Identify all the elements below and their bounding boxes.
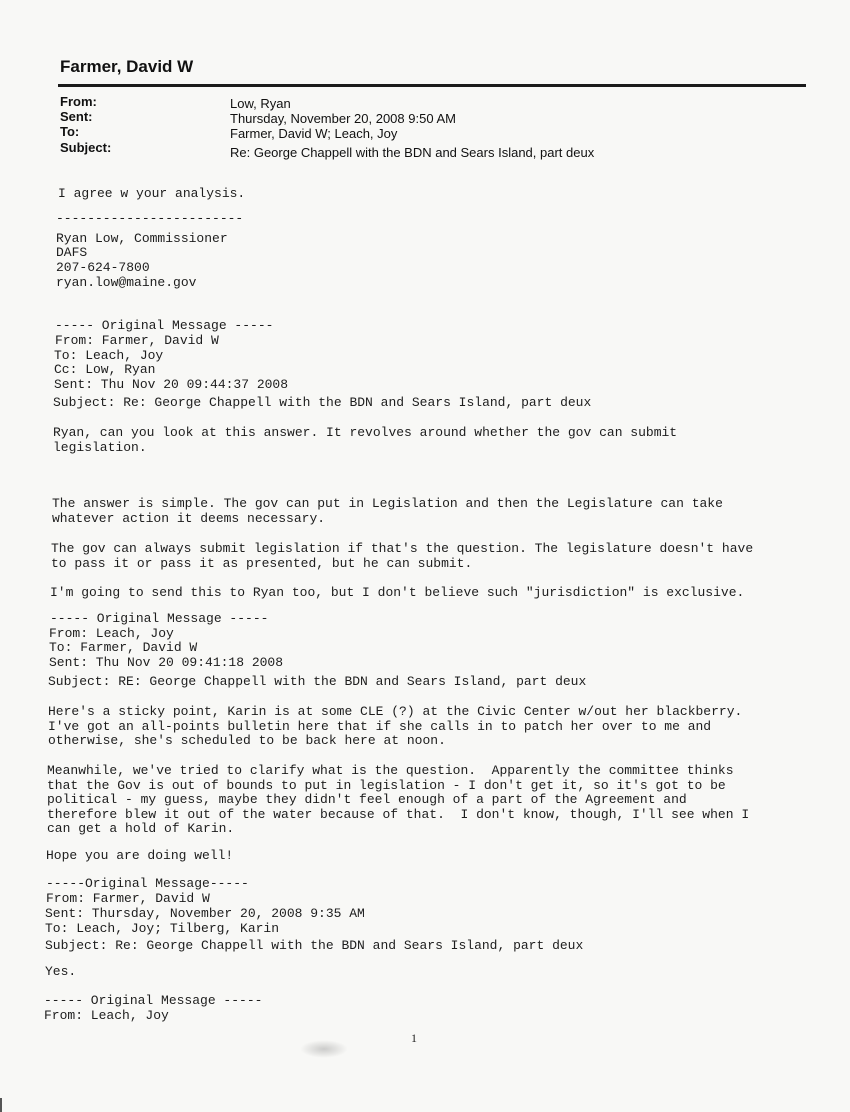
msg2-body-3: Hope you are doing well! xyxy=(46,848,234,863)
signature-divider: ------------------------ xyxy=(56,211,244,226)
msg1-sent: Sent: Thu Nov 20 09:44:37 2008 xyxy=(54,377,289,392)
msg3-to: To: Leach, Joy; Tilberg, Karin xyxy=(45,921,280,936)
msg1-body-1: Ryan, can you look at this answer. It revolves around whether the gov can submit legislation. xyxy=(53,425,678,455)
msg1-from: From: Farmer, David W xyxy=(55,333,219,348)
msg2-sent: Sent: Thu Nov 20 09:41:18 2008 xyxy=(49,655,284,670)
from-label: From: xyxy=(60,94,97,109)
msg2-to: To: Farmer, David W xyxy=(49,640,198,655)
msg2-body-1: Here's a sticky point, Karin is at some CLE (?) at the Civic Center w/out her blackberry. I've got an all-points bulletin here that if she calls in to patch her over to me and otherwise, she's scheduled to be back here at noon. xyxy=(48,704,743,749)
msg1-body-3: The gov can always submit legislation if that's the question. The legislature doesn't have to pass it or pass it as presented, but he can submit. xyxy=(51,541,754,571)
title-rule xyxy=(58,84,806,87)
msg2-body-2: Meanwhile, we've tried to clarify what is the question. Apparently the committee thinks that the Gov is out of bounds to put in legislation - I don't get it, so it's got to be political - my guess, maybe they didn't feel enough of a part of the Agreement and therefore blew it out of the water because of that. I don't know, though, I'll see when I can get a hold of Karin. xyxy=(47,763,750,837)
sent-label: Sent: xyxy=(60,109,93,124)
from-value: Low, Ryan xyxy=(230,96,291,111)
signature-email: ryan.low@maine.gov xyxy=(56,275,197,290)
to-value: Farmer, David W; Leach, Joy xyxy=(230,126,398,141)
sent-value: Thursday, November 20, 2008 9:50 AM xyxy=(230,111,456,126)
msg1-to: To: Leach, Joy xyxy=(54,348,164,363)
msg1-banner: ----- Original Message ----- xyxy=(55,318,274,333)
mailbox-owner-title: Farmer, David W xyxy=(60,57,194,76)
subject-label: Subject: xyxy=(60,140,112,155)
msg3-banner: -----Original Message----- xyxy=(46,876,249,891)
msg1-body-2: The answer is simple. The gov can put in Legislation and then the Legislature can take whatever action it deems necessary. xyxy=(52,496,723,526)
msg3-body-1: Yes. xyxy=(45,964,77,979)
signature-dept: DAFS xyxy=(56,245,88,260)
to-label: To: xyxy=(60,124,80,139)
signature-phone: 207-624-7800 xyxy=(56,260,150,275)
msg3-from: From: Farmer, David W xyxy=(46,891,210,906)
msg2-from: From: Leach, Joy xyxy=(49,626,174,641)
signature-name: Ryan Low, Commissioner xyxy=(56,231,228,246)
reply-text: I agree w your analysis. xyxy=(58,186,246,201)
msg1-body-4: I'm going to send this to Ryan too, but I don't believe such "jurisdiction" is exclusive. xyxy=(50,585,745,600)
msg2-subject: Subject: RE: George Chappell with the BDN and Sears Island, part deux xyxy=(48,674,587,689)
scan-edge-mark xyxy=(0,1098,2,1112)
msg1-subject: Subject: Re: George Chappell with the BDN and Sears Island, part deux xyxy=(53,395,592,410)
msg4-from: From: Leach, Joy xyxy=(44,1008,169,1023)
msg1-cc: Cc: Low, Ryan xyxy=(54,362,156,377)
msg3-subject: Subject: Re: George Chappell with the BDN and Sears Island, part deux xyxy=(45,938,584,953)
msg2-banner: ----- Original Message ----- xyxy=(50,611,269,626)
subject-value: Re: George Chappell with the BDN and Sears Island, part deux xyxy=(230,145,595,160)
scan-smudge xyxy=(300,1040,348,1058)
page-number: 1 xyxy=(411,1031,417,1045)
msg3-sent: Sent: Thursday, November 20, 2008 9:35 AM xyxy=(45,906,365,921)
msg4-banner: ----- Original Message ----- xyxy=(44,993,263,1008)
